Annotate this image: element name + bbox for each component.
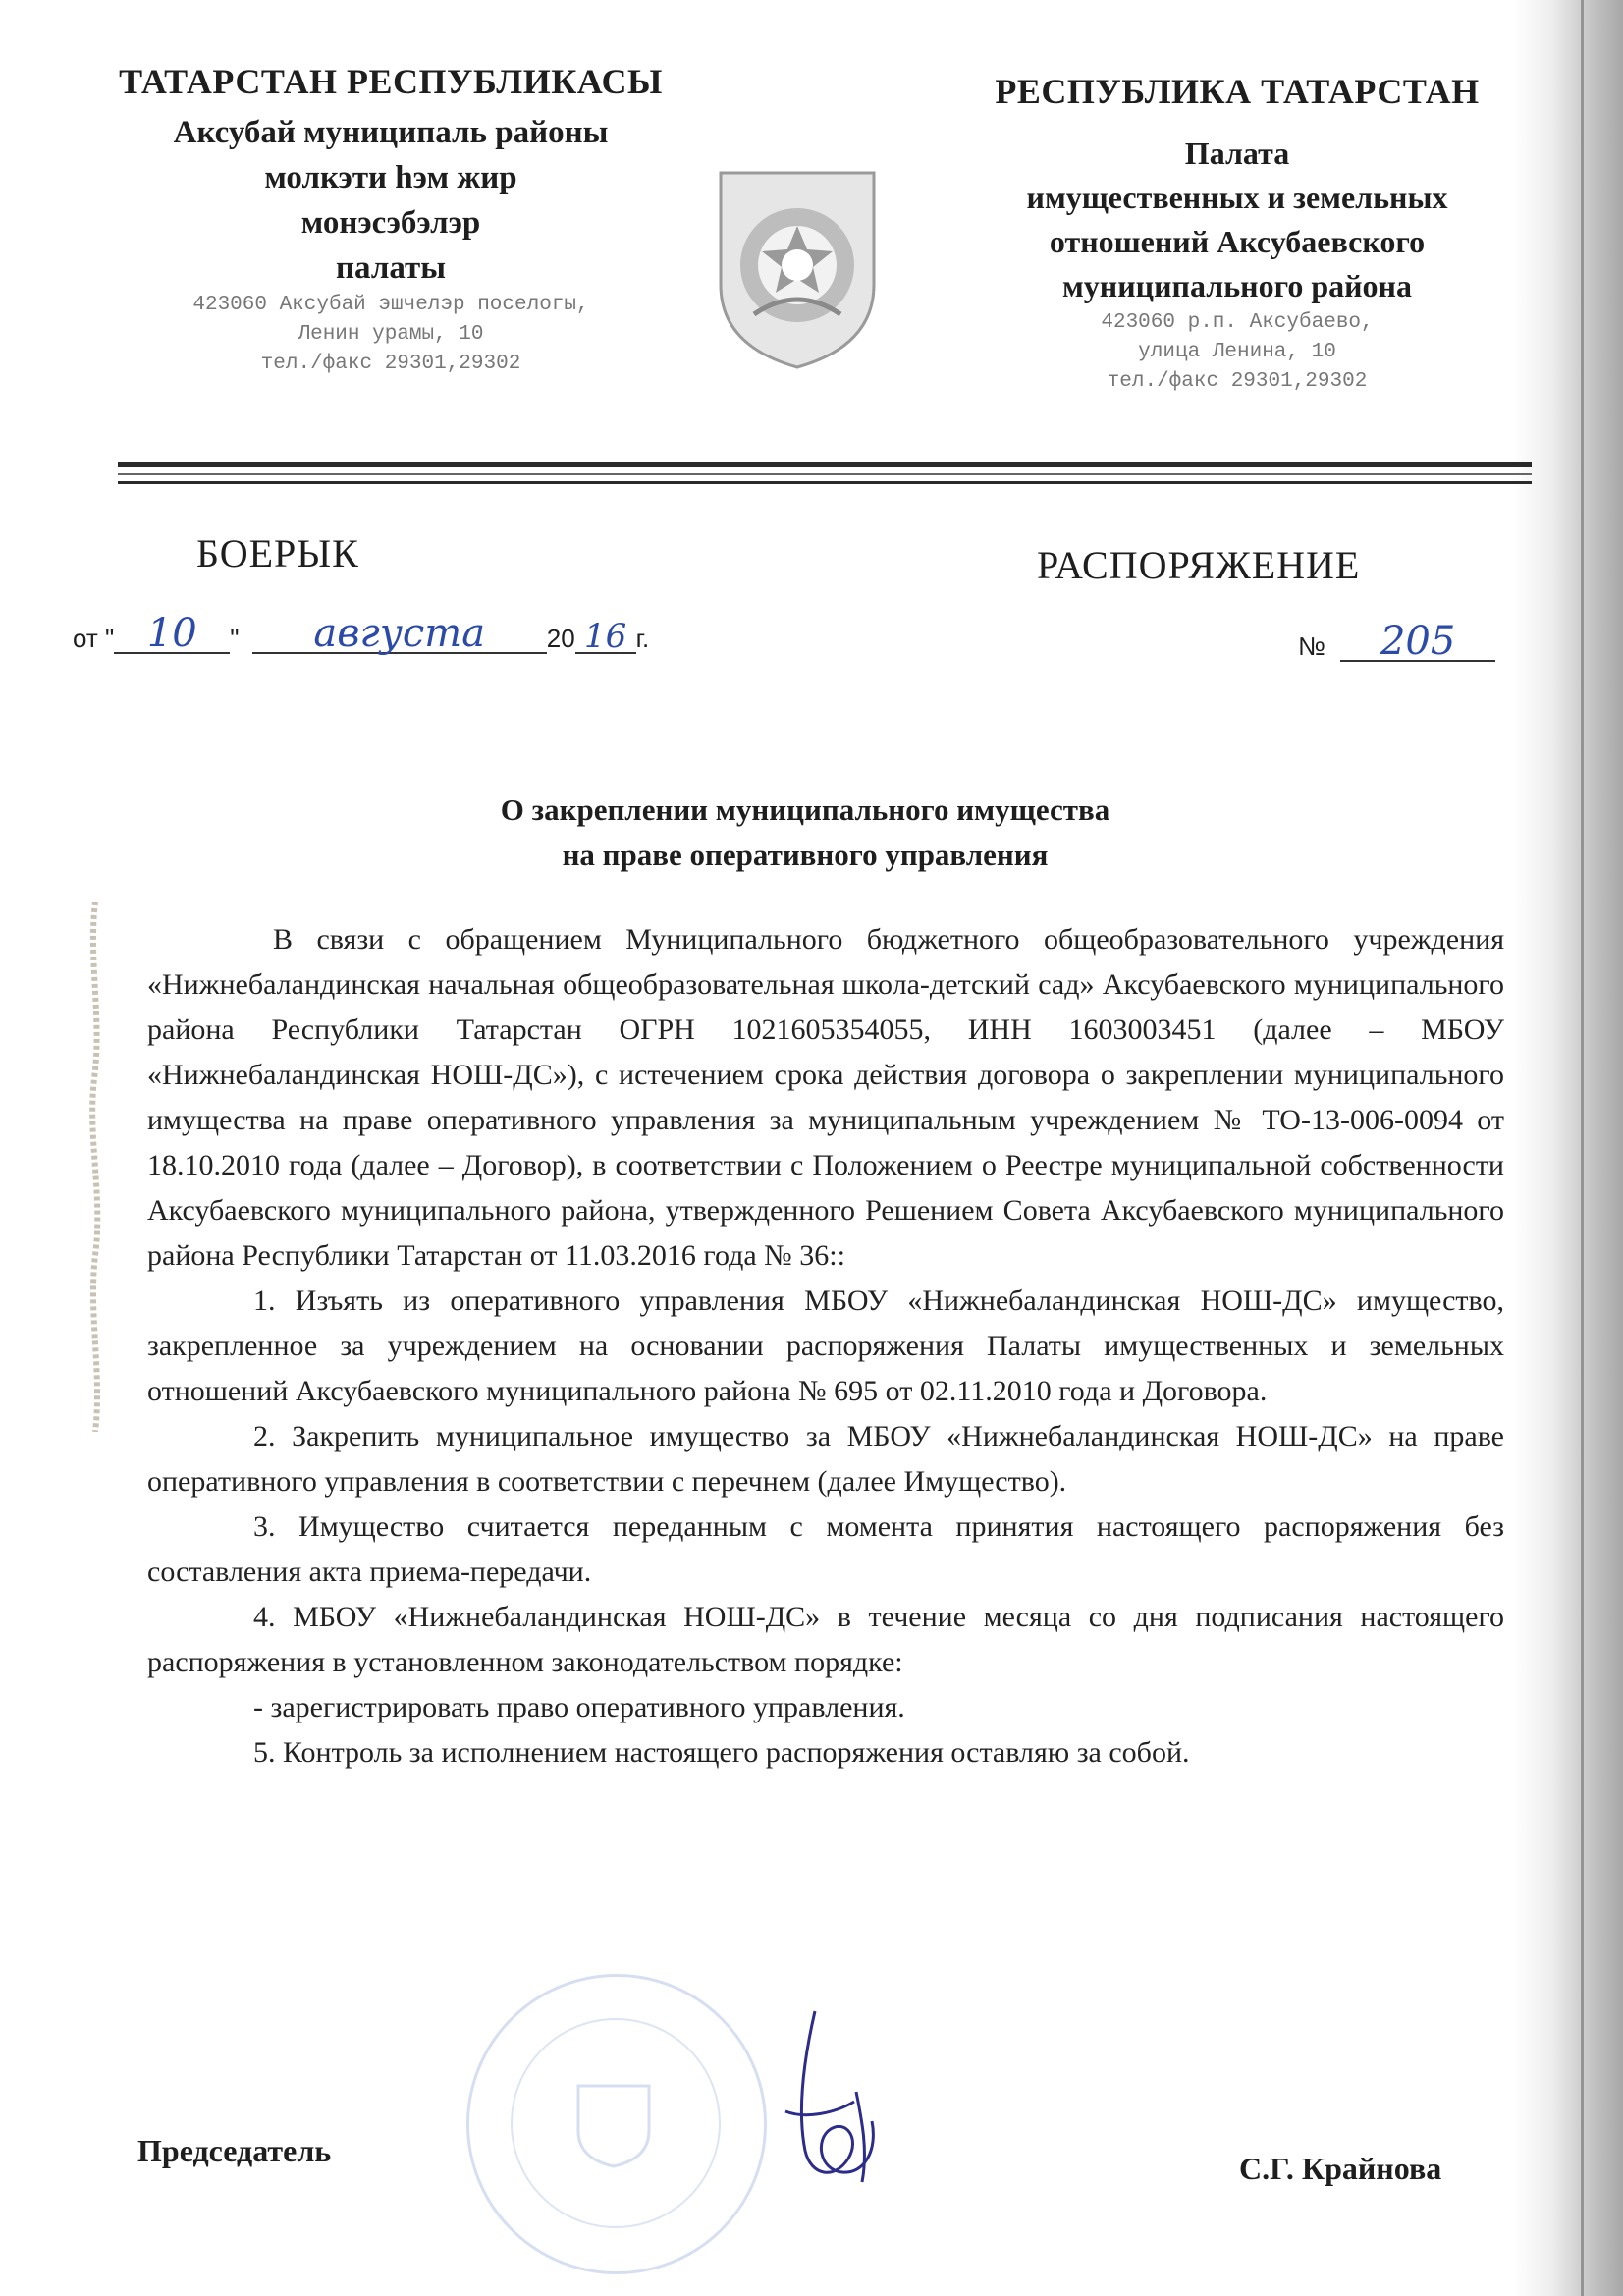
doc-number-value: 205	[1380, 619, 1456, 664]
doc-body	[147, 917, 1504, 1776]
doc-type-tatar: БОЕРЫК	[196, 531, 359, 575]
stamp-emblem-icon	[574, 2082, 653, 2170]
header-left-address	[77, 291, 705, 379]
header-right-address	[933, 308, 1542, 397]
body-item-4-sub: - зарегистрировать право оперативного управления.	[253, 1691, 905, 1723]
doc-number-field	[1340, 619, 1495, 664]
date-prefix: от	[73, 624, 98, 653]
body-item-2: 2. Закрепить муниципальное имущество за МБОУ «Нижнебаландинская НОШ-ДС» на праве оперативного управления в соответствии с перечнем (далее Имущество).	[147, 1420, 1504, 1498]
header-right-org-line: отношений Аксубаевского	[1049, 224, 1426, 259]
date-day-field	[114, 611, 230, 656]
header-right-org-line: муниципального района	[1062, 268, 1412, 303]
signature-name: С.Г. Крайнова	[1239, 2151, 1442, 2186]
coat-of-arms-icon	[715, 167, 880, 373]
doc-number	[1298, 619, 1495, 664]
header-left-org-line: монэсэбэлэр	[300, 205, 481, 241]
header-left-org-line: палаты	[336, 250, 446, 286]
body-item-4: 4. МБОУ «Нижнебаландинская НОШ-ДС» в течение месяца со дня подписания настоящего распоряжения в установленном законодательством порядке:	[147, 1601, 1504, 1678]
header-left-address-line: тел./факс 29301,29302	[260, 353, 521, 375]
header-right-org-line: Палата	[1184, 136, 1290, 171]
date-month: августа	[313, 611, 486, 656]
scan-edge-line	[1581, 0, 1584, 2296]
signature-position: Председатель	[137, 2133, 332, 2168]
header-left-org	[77, 110, 705, 291]
header-right-address-line: 423060 р.п. Аксубаево,	[1101, 311, 1374, 334]
header-right-address-line: улица Ленина, 10	[1138, 341, 1336, 363]
date-year-prefix: 20	[546, 624, 575, 653]
doc-number-label: №	[1298, 631, 1325, 661]
header-divider-bottom	[118, 481, 1532, 484]
date-line	[73, 611, 650, 656]
header-left-title: ТАТАРСТАН РЕСПУБЛИКАСЫ	[119, 62, 663, 101]
date-month-field	[252, 611, 547, 656]
header-left-org-line: молкэти hэм жир	[264, 160, 517, 195]
doc-type-russian: РАСПОРЯЖЕНИЕ	[1037, 543, 1361, 587]
header-right-address-line: тел./факс 29301,29302	[1107, 370, 1368, 393]
doc-title-line: на праве оперативного управления	[562, 838, 1049, 872]
header-divider-thin	[118, 473, 1532, 475]
binding-thread-icon	[84, 902, 106, 1432]
doc-title	[196, 788, 1414, 878]
header-right	[933, 71, 1542, 397]
header-left-address-line: Ленин урамы, 10	[298, 323, 484, 346]
signature-icon	[746, 2003, 913, 2200]
date-quote-open: "	[105, 624, 115, 653]
body-item-5: 5. Контроль за исполнением настоящего распоряжения оставляю за собой.	[253, 1736, 1190, 1769]
header-divider-thick	[118, 462, 1532, 467]
date-year-field	[575, 617, 636, 656]
header-left	[77, 61, 705, 379]
body-item-1: 1. Изъять из оперативного управления МБОУ «Нижнебаландинская НОШ-ДС» имущество, закрепленное за учреждением на основании распоряжения Палаты имущественных и земельных отношений Аксубаевского муниципального района № 695 от 02.11.2010 года и Договора.	[147, 1285, 1504, 1407]
header-right-org	[933, 132, 1542, 308]
header-left-address-line: 423060 Аксубай эшчелэр поселогы,	[192, 294, 589, 316]
body-item-3: 3. Имущество считается переданным с момента принятия настоящего распоряжения без составления акта приема-передачи.	[147, 1510, 1504, 1588]
date-year-suffix: 16	[584, 617, 627, 656]
date-suffix: г.	[635, 624, 650, 653]
date-day: 10	[146, 611, 197, 656]
date-quote-close: "	[230, 624, 240, 653]
body-preamble: В связи с обращением Муниципального бюджетного общеобразовательного учреждения «Нижнебаландинская начальная общеобразовательная школа-детский сад» Аксубаевского муниципального района Республики Татарстан ОГРН 1021605354055, ИНН 1603003451 (далее – МБОУ «Нижнебаландинская НОШ-ДС»), с истечением срока действия договора о закреплении муниципального имущества на праве оперативного управления за муниципальным учреждением № ТО-13-006-0094 от 18.10.2010 года (далее – Договор), в соответствии с Положением о Реестре муниципальной собственности Аксубаевского муниципального района, утвержденного Решением Совета Аксубаевского муниципального района Республики Татарстан от 11.03.2016 года № 36::	[147, 923, 1504, 1272]
doc-title-line: О закреплении муниципального имущества	[500, 793, 1110, 827]
header-right-org-line: имущественных и земельных	[1026, 180, 1448, 215]
header-left-org-line: Аксубай муниципаль районы	[173, 115, 609, 150]
header-right-title: РЕСПУБЛИКА ТАТАРСТАН	[995, 72, 1480, 111]
